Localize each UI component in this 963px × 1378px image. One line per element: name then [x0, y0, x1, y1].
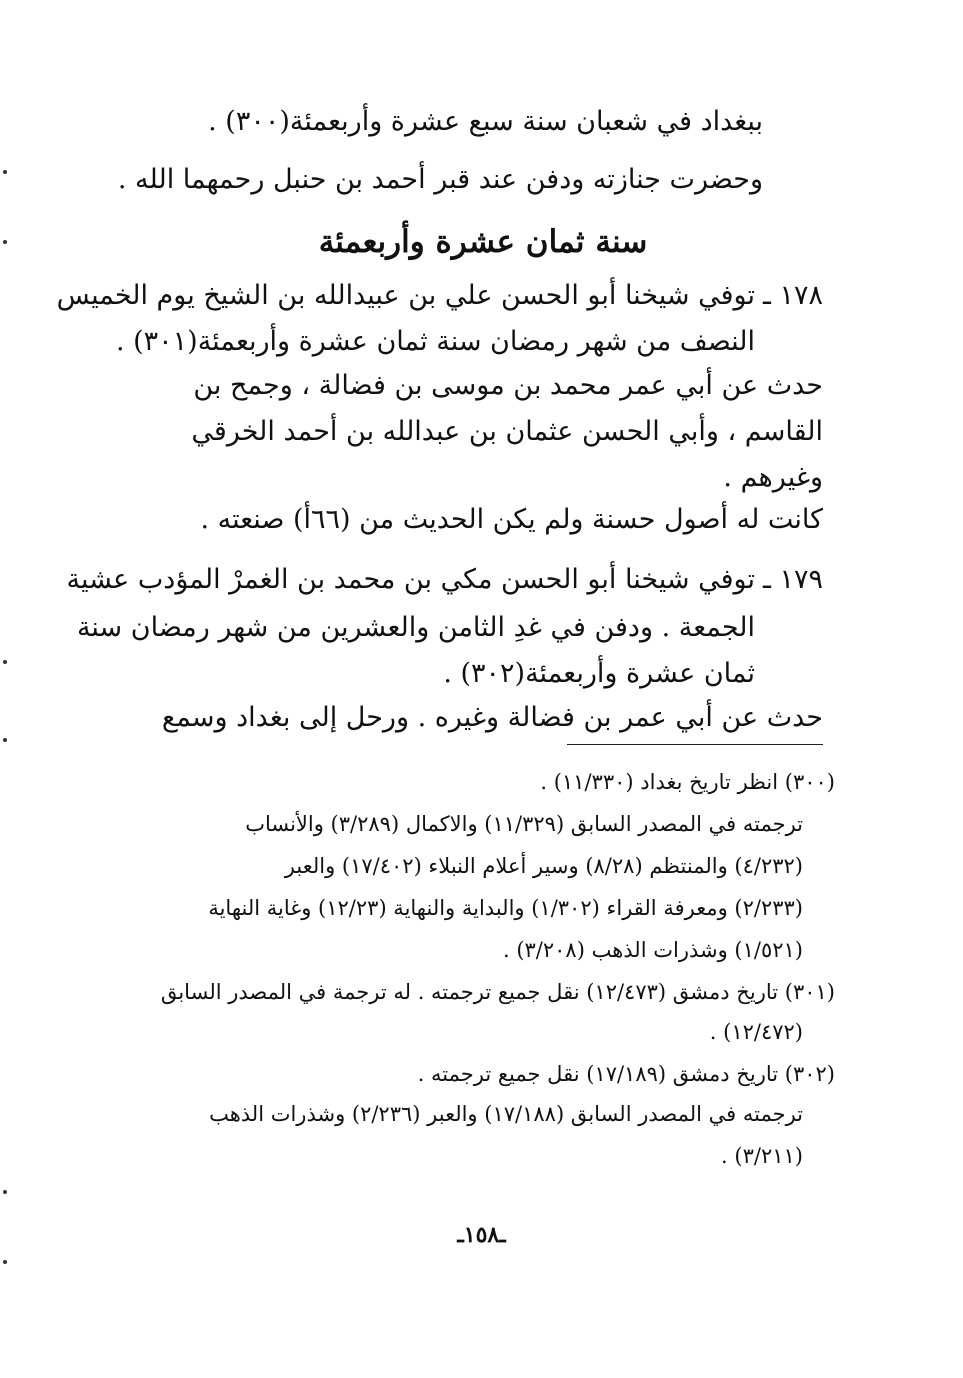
text-line: الجمعة . ودفن في غدِ الثامن والعشرين من شهر رمضان سنة [76, 612, 755, 643]
scan-speck [3, 1260, 7, 1264]
text-line: النصف من شهر رمضان سنة ثمان عشرة وأربعمئة(٣٠١) . [115, 326, 755, 357]
text-line: حدث عن أبي عمر محمد بن موسى بن فضالة ، وجمح بن [193, 370, 823, 401]
footnote-300: (٣٠٠) انظر تاريخ بغداد (١١/٣٣٠) . [540, 770, 835, 794]
footnote-separator [567, 744, 823, 745]
footnote-line: ترجمته في المصدر السابق (١١/٣٢٩) والاكمال (٣/٢٨٩) والأنساب [245, 812, 803, 836]
text-line: توفي شيخنا أبو الحسن مكي بن محمد بن الغمرْ المؤدب عشية [66, 564, 755, 595]
footnote-line: (٢/٢٣٣) ومعرفة القراء (١/٣٠٢) والبداية والنهاية (١٢/٢٣) وغاية النهاية [208, 896, 803, 920]
text-line: وغيرهم . [723, 462, 823, 493]
footnote-301: (٣٠١) تاريخ دمشق (١٢/٤٧٣) نقل جميع ترجمته . له ترجمة في المصدر السابق [160, 980, 835, 1004]
scan-speck [3, 240, 7, 244]
scan-speck [3, 1190, 7, 1194]
footnote-line: (١٢/٤٧٢) . [709, 1020, 803, 1044]
text-line: ثمان عشرة وأربعمئة(٣٠٢) . [443, 658, 755, 689]
text-line: ببغداد في شعبان سنة سبع عشرة وأربعمئة(٣٠٠) . [208, 106, 763, 137]
text-line: حدث عن أبي عمر بن فضالة وغيره . ورحل إلى بغداد وسمع [161, 702, 823, 733]
footnote-line: (٤/٢٣٢) والمنتظم (٨/٢٨) وسير أعلام النبلاء (١٧/٤٠٢) والعبر [284, 854, 803, 878]
scan-speck [3, 170, 7, 174]
entry-178-first-line [56, 274, 823, 318]
entry-number: ١٧٨ ـ [762, 280, 823, 311]
page-number: ـ١٥٨ـ [457, 1222, 506, 1248]
section-heading: سنة ثمان عشرة وأربعمئة [318, 224, 648, 260]
text-line: توفي شيخنا أبو الحسن علي بن عبيدالله بن الشيخ يوم الخميس [56, 280, 755, 311]
footnote-line: (٣/٢١١) . [721, 1144, 803, 1168]
text-line: القاسم ، وأبي الحسن عثمان بن عبدالله بن أحمد الخرقي [191, 416, 823, 447]
scan-speck [3, 660, 7, 664]
entry-number: ١٧٩ ـ [762, 564, 823, 595]
text-line: كانت له أصول حسنة ولم يكن الحديث من (٦٦أ) صنعته . [200, 504, 823, 535]
scan-speck [3, 738, 7, 742]
footnote-line: ترجمته في المصدر السابق (١٧/١٨٨) والعبر (٢/٢٣٦) وشذرات الذهب [209, 1102, 803, 1126]
entry-179-first-line [66, 558, 823, 602]
footnote-302: (٣٠٢) تاريخ دمشق (١٧/١٨٩) نقل جميع ترجمته . [417, 1062, 835, 1086]
text-line: وحضرت جنازته ودفن عند قبر أحمد بن حنبل رحمهما الله . [117, 164, 763, 195]
footnote-line: (١/٥٢١) وشذرات الذهب (٣/٢٠٨) . [502, 938, 803, 962]
